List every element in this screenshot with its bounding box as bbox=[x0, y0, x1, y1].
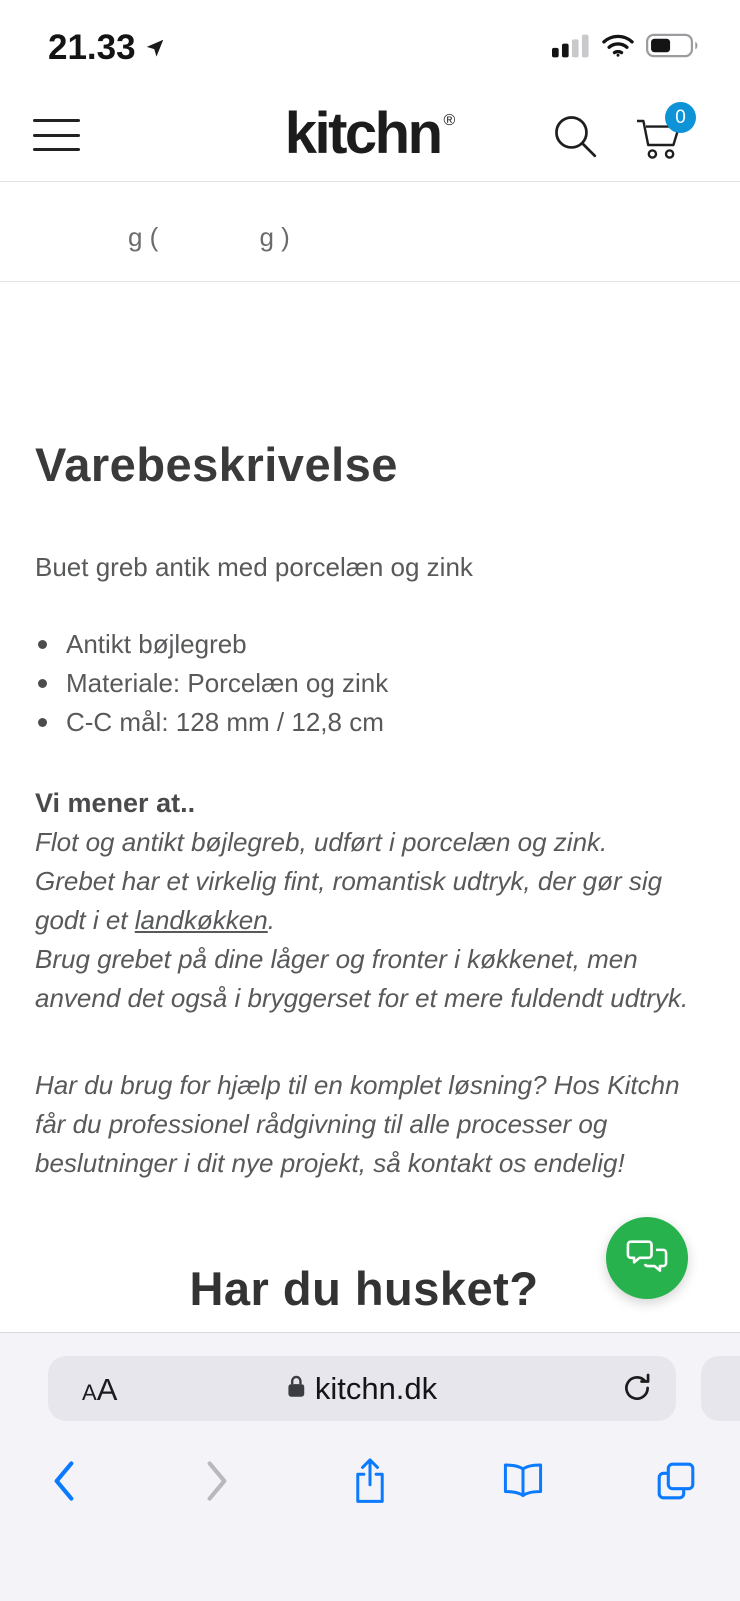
clipped-scrolled-text: g ( g ) bbox=[128, 222, 290, 252]
kitchn-logo[interactable] bbox=[285, 99, 456, 166]
forward-icon[interactable] bbox=[187, 1451, 247, 1511]
cart-count-badge: 0 bbox=[665, 102, 696, 133]
site-header bbox=[0, 90, 740, 182]
landkokken-link[interactable]: landkøkken bbox=[134, 905, 268, 936]
cellular-signal-icon bbox=[552, 34, 590, 63]
address-bar[interactable] bbox=[48, 1356, 676, 1421]
spec-item: Antikt bøjlegreb bbox=[35, 625, 693, 664]
adjacent-tab[interactable] bbox=[701, 1356, 740, 1421]
back-icon[interactable] bbox=[34, 1451, 94, 1511]
spec-list bbox=[35, 625, 693, 742]
section-divider bbox=[0, 281, 740, 282]
opinion-heading: Vi mener at.. bbox=[35, 788, 196, 819]
opinion-text-before: Flot og antikt bøjlegreb, udført i porcelæn og zink. Grebet har et virkelig fint, romantisk udtryk, der gør sig godt i et bbox=[35, 827, 663, 936]
help-paragraph: Har du brug for hjælp til en komplet løsning? Hos Kitchn får du professionel rådgivning til alle processer og beslutninger i dit nye projekt, så kontakt os endelig! bbox=[35, 1070, 680, 1179]
wifi-icon bbox=[601, 33, 635, 63]
search-icon[interactable] bbox=[550, 111, 600, 161]
status-time-group bbox=[48, 28, 166, 68]
tabs-icon[interactable] bbox=[646, 1451, 706, 1511]
large-a: A bbox=[96, 1372, 118, 1407]
status-bar bbox=[0, 0, 740, 90]
opinion-paragraph-2: Brug grebet på dine låger og fronter i køkkenet, men anvend det også i bryggerset for et mere fuldendt udtryk. bbox=[35, 944, 689, 1014]
battery-icon bbox=[646, 32, 702, 64]
logo-text: kitchn bbox=[284, 100, 441, 166]
product-description-section bbox=[35, 438, 693, 1316]
menu-icon[interactable] bbox=[33, 115, 80, 155]
product-intro: Buet greb antik med porcelæn og zink bbox=[35, 552, 473, 583]
text-size-button[interactable] bbox=[76, 1356, 123, 1421]
cart-icon[interactable] bbox=[632, 106, 688, 164]
lock-icon bbox=[287, 1371, 306, 1407]
status-icons bbox=[552, 32, 702, 64]
spec-item: Materiale: Porcelæn og zink bbox=[35, 664, 693, 703]
small-a: A bbox=[82, 1380, 97, 1405]
refresh-icon[interactable] bbox=[618, 1370, 656, 1408]
spec-item: C-C mål: 128 mm / 12,8 cm bbox=[35, 703, 693, 742]
opinion-paragraph-1 bbox=[35, 823, 693, 940]
url-display bbox=[287, 1356, 437, 1421]
location-arrow-icon bbox=[144, 28, 166, 68]
bookmarks-icon[interactable] bbox=[493, 1451, 553, 1511]
chat-icon bbox=[626, 1237, 668, 1280]
chat-button[interactable] bbox=[606, 1217, 688, 1299]
clock-text: 21.33 bbox=[48, 28, 136, 67]
section-title: Varebeskrivelse bbox=[35, 438, 398, 491]
share-icon[interactable] bbox=[340, 1451, 400, 1511]
registered-mark: ® bbox=[443, 111, 456, 129]
url-text: kitchn.dk bbox=[314, 1370, 438, 1406]
opinion-text-after: . bbox=[267, 905, 275, 936]
next-section-title: Har du husket? bbox=[189, 1262, 539, 1316]
safari-toolbar bbox=[0, 1438, 740, 1524]
safari-bottom-bar bbox=[0, 1332, 740, 1601]
